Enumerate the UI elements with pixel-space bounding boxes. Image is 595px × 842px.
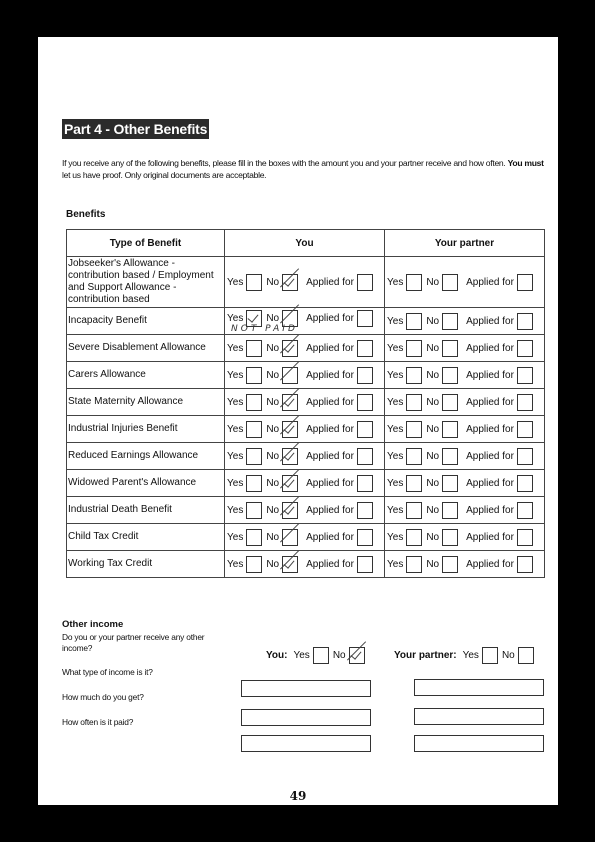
- applied-label: Applied for: [466, 342, 514, 354]
- yes-label: Yes: [227, 276, 244, 288]
- benefits-heading: Benefits: [66, 209, 106, 220]
- partner-no-checkbox[interactable]: [442, 502, 458, 519]
- you-no-checkbox[interactable]: [282, 475, 298, 492]
- you-applied-checkbox[interactable]: [357, 529, 373, 546]
- no-label: No: [266, 504, 280, 516]
- partner-applied-checkbox[interactable]: [517, 502, 533, 519]
- yes-label: Yes: [227, 558, 244, 570]
- table-row: [67, 524, 545, 551]
- partner-no-checkbox[interactable]: [442, 394, 458, 411]
- partner-yes-checkbox[interactable]: [406, 313, 422, 330]
- applied-label: Applied for: [466, 558, 514, 570]
- partner-options: [385, 335, 545, 362]
- yes-label: Yes: [227, 342, 244, 354]
- applied-label: Applied for: [466, 477, 514, 489]
- benefit-type: Carers Allowance: [67, 362, 225, 389]
- partner-options: [385, 416, 545, 443]
- yes-label: Yes: [227, 312, 244, 324]
- you-yes-checkbox[interactable]: [246, 556, 262, 573]
- benefit-type: Working Tax Credit: [67, 551, 225, 578]
- applied-label: Applied for: [466, 531, 514, 543]
- table-row: [67, 335, 545, 362]
- partner-income-amount-field[interactable]: [414, 708, 544, 725]
- partner-applied-checkbox[interactable]: [517, 367, 533, 384]
- no-label: No: [426, 342, 440, 354]
- applied-label: Applied for: [466, 396, 514, 408]
- yes-label: Yes: [227, 477, 244, 489]
- applied-label: Applied for: [306, 531, 354, 543]
- no-label: No: [426, 423, 440, 435]
- you-no-checkbox[interactable]: [282, 367, 298, 384]
- no-label: No: [266, 558, 280, 570]
- other-income-question: Do you or your partner receive any other income?: [62, 632, 205, 653]
- benefit-type: Jobseeker's Allowance - contribution based / Employment and Support Allowance - contribution based: [67, 257, 225, 308]
- partner-applied-checkbox[interactable]: [517, 475, 533, 492]
- partner-applied-checkbox[interactable]: [517, 448, 533, 465]
- partner-income-type-field[interactable]: [414, 679, 544, 696]
- you-applied-checkbox[interactable]: [357, 502, 373, 519]
- yes-label: Yes: [387, 558, 404, 570]
- header-type: Type of Benefit: [67, 230, 225, 257]
- income-often-question: How often is it paid?: [62, 717, 134, 727]
- partner-yes-checkbox[interactable]: [406, 475, 422, 492]
- no-label: No: [426, 558, 440, 570]
- table-row: [67, 551, 545, 578]
- you-applied-checkbox[interactable]: [357, 556, 373, 573]
- no-label: No: [266, 531, 280, 543]
- partner-yes-checkbox[interactable]: [406, 274, 422, 291]
- section-title: Part 4 - Other Benefits: [64, 121, 208, 137]
- applied-label: Applied for: [306, 477, 354, 489]
- you-no-checkbox[interactable]: [282, 529, 298, 546]
- partner-options: [385, 497, 545, 524]
- yes-label: Yes: [227, 369, 244, 381]
- you-income-often-field[interactable]: [241, 735, 371, 752]
- table-row: [67, 416, 545, 443]
- yes-label: Yes: [387, 450, 404, 462]
- you-applied-checkbox[interactable]: [357, 394, 373, 411]
- yes-label: Yes: [387, 396, 404, 408]
- no-label: No: [426, 477, 440, 489]
- no-label: No: [266, 477, 280, 489]
- yes-label: Yes: [462, 650, 479, 661]
- no-label: No: [266, 450, 280, 462]
- page-number: 49: [289, 789, 307, 803]
- partner-yes-checkbox[interactable]: [406, 421, 422, 438]
- you-no-checkbox[interactable]: [282, 421, 298, 438]
- applied-label: Applied for: [306, 312, 354, 324]
- no-label: No: [426, 276, 440, 288]
- no-label: No: [426, 504, 440, 516]
- benefit-type: Industrial Injuries Benefit: [67, 416, 225, 443]
- you-no-checkbox[interactable]: [282, 394, 298, 411]
- you-yes-checkbox[interactable]: [246, 421, 262, 438]
- you-yes-checkbox[interactable]: [246, 475, 262, 492]
- you-options: [225, 362, 385, 389]
- partner-applied-checkbox[interactable]: [517, 529, 533, 546]
- no-label: No: [426, 531, 440, 543]
- applied-label: Applied for: [306, 369, 354, 381]
- table-row: [67, 497, 545, 524]
- partner-options: [385, 443, 545, 470]
- you-options: [225, 497, 385, 524]
- other-income-partner: [394, 647, 538, 664]
- applied-label: Applied for: [466, 315, 514, 327]
- yes-label: Yes: [387, 504, 404, 516]
- partner-options: [385, 470, 545, 497]
- no-label: No: [266, 369, 280, 381]
- partner-yes-checkbox[interactable]: [406, 367, 422, 384]
- you-label: You:: [266, 650, 288, 661]
- yes-label: Yes: [387, 315, 404, 327]
- you-options: [225, 308, 385, 335]
- yes-label: Yes: [227, 423, 244, 435]
- you-no-checkbox[interactable]: [282, 448, 298, 465]
- partner-options: [385, 551, 545, 578]
- you-options: [225, 257, 385, 308]
- partner-no-checkbox[interactable]: [442, 340, 458, 357]
- yes-label: Yes: [227, 531, 244, 543]
- yes-label: Yes: [227, 396, 244, 408]
- table-row: [67, 362, 545, 389]
- partner-no-checkbox[interactable]: [442, 421, 458, 438]
- benefit-type: Incapacity Benefit: [67, 308, 225, 335]
- you-yes-checkbox[interactable]: [246, 394, 262, 411]
- you-income-amount-field[interactable]: [241, 709, 371, 726]
- partner-yes-checkbox[interactable]: [406, 394, 422, 411]
- applied-label: Applied for: [306, 450, 354, 462]
- intro-line1: If you receive any of the following benefits, please fill in the boxes with the amount you and your partner receive and how often.: [62, 158, 506, 168]
- you-no-checkbox[interactable]: [282, 340, 298, 357]
- income-amount-question: How much do you get?: [62, 692, 144, 702]
- partner-no-checkbox[interactable]: [442, 529, 458, 546]
- header-you: You: [225, 230, 385, 257]
- no-label: No: [266, 423, 280, 435]
- applied-label: Applied for: [466, 369, 514, 381]
- yes-label: Yes: [227, 450, 244, 462]
- no-label: No: [266, 276, 280, 288]
- header-partner: Your partner: [385, 230, 545, 257]
- you-options: [225, 551, 385, 578]
- benefit-type: Severe Disablement Allowance: [67, 335, 225, 362]
- partner-options: [385, 362, 545, 389]
- partner-options: [385, 308, 545, 335]
- partner-applied-checkbox[interactable]: [517, 340, 533, 357]
- partner-yes-checkbox[interactable]: [406, 529, 422, 546]
- you-applied-checkbox[interactable]: [357, 367, 373, 384]
- yes-label: Yes: [387, 276, 404, 288]
- partner-applied-checkbox[interactable]: [517, 274, 533, 291]
- partner-no-checkbox[interactable]: [442, 313, 458, 330]
- no-label: No: [266, 342, 280, 354]
- yes-label: Yes: [387, 369, 404, 381]
- benefit-type: Reduced Earnings Allowance: [67, 443, 225, 470]
- partner-options: [385, 389, 545, 416]
- partner-no-checkbox[interactable]: [442, 475, 458, 492]
- no-label: No: [332, 650, 346, 661]
- benefit-type: Widowed Parent's Allowance: [67, 470, 225, 497]
- no-label: No: [426, 396, 440, 408]
- you-yes-checkbox[interactable]: [246, 502, 262, 519]
- table-row: [67, 470, 545, 497]
- you-options: [225, 416, 385, 443]
- you-no-checkbox[interactable]: [282, 556, 298, 573]
- intro-text: [62, 157, 552, 181]
- partner-yes-checkbox[interactable]: [406, 502, 422, 519]
- you-applied-checkbox[interactable]: [357, 340, 373, 357]
- partner-no-checkbox[interactable]: [518, 647, 534, 664]
- applied-label: Applied for: [466, 423, 514, 435]
- yes-label: Yes: [227, 504, 244, 516]
- no-label: No: [426, 450, 440, 462]
- no-label: No: [426, 315, 440, 327]
- partner-applied-checkbox[interactable]: [517, 313, 533, 330]
- benefit-type: State Maternity Allowance: [67, 389, 225, 416]
- yes-label: Yes: [387, 477, 404, 489]
- partner-yes-checkbox[interactable]: [406, 448, 422, 465]
- partner-yes-checkbox[interactable]: [406, 556, 422, 573]
- you-yes-checkbox[interactable]: [313, 647, 329, 664]
- intro-must: You must: [507, 158, 544, 168]
- you-applied-checkbox[interactable]: [357, 448, 373, 465]
- you-options: [225, 443, 385, 470]
- partner-options: [385, 524, 545, 551]
- you-options: [225, 335, 385, 362]
- yes-label: Yes: [293, 650, 310, 661]
- applied-label: Applied for: [466, 450, 514, 462]
- partner-no-checkbox[interactable]: [442, 448, 458, 465]
- partner-no-checkbox[interactable]: [442, 556, 458, 573]
- you-yes-checkbox[interactable]: [246, 367, 262, 384]
- you-options: [225, 470, 385, 497]
- handwritten-note: NOT PAID: [231, 324, 298, 334]
- you-applied-checkbox[interactable]: [357, 274, 373, 291]
- applied-label: Applied for: [466, 276, 514, 288]
- you-applied-checkbox[interactable]: [357, 475, 373, 492]
- income-type-question: What type of income is it?: [62, 667, 153, 677]
- applied-label: Applied for: [306, 396, 354, 408]
- yes-label: Yes: [387, 531, 404, 543]
- partner-yes-checkbox[interactable]: [482, 647, 498, 664]
- you-income-type-field[interactable]: [241, 680, 371, 697]
- you-options: [225, 389, 385, 416]
- partner-yes-checkbox[interactable]: [406, 340, 422, 357]
- partner-applied-checkbox[interactable]: [517, 394, 533, 411]
- yes-label: Yes: [387, 423, 404, 435]
- applied-label: Applied for: [306, 504, 354, 516]
- table-row: [67, 389, 545, 416]
- table-row: [67, 257, 545, 308]
- applied-label: Applied for: [306, 342, 354, 354]
- you-no-checkbox[interactable]: [349, 647, 365, 664]
- you-options: [225, 524, 385, 551]
- partner-options: [385, 257, 545, 308]
- you-applied-checkbox[interactable]: [357, 421, 373, 438]
- benefit-type: Child Tax Credit: [67, 524, 225, 551]
- partner-no-checkbox[interactable]: [442, 367, 458, 384]
- benefit-type: Industrial Death Benefit: [67, 497, 225, 524]
- no-label: No: [266, 312, 280, 324]
- benefits-table: [66, 229, 545, 578]
- you-yes-checkbox[interactable]: [246, 274, 262, 291]
- no-label: No: [266, 396, 280, 408]
- applied-label: Applied for: [306, 423, 354, 435]
- applied-label: Applied for: [306, 276, 354, 288]
- table-row: [67, 443, 545, 470]
- you-applied-checkbox[interactable]: [357, 310, 373, 327]
- partner-no-checkbox[interactable]: [442, 274, 458, 291]
- partner-label: Your partner:: [394, 650, 457, 661]
- no-label: No: [426, 369, 440, 381]
- intro-line2: let us have proof. Only original documents are acceptable.: [62, 170, 267, 180]
- yes-label: Yes: [387, 342, 404, 354]
- you-yes-checkbox[interactable]: [246, 448, 262, 465]
- other-income-you: [266, 647, 369, 664]
- other-income-title: Other income: [62, 619, 124, 630]
- partner-applied-checkbox[interactable]: [517, 421, 533, 438]
- form-page: [38, 37, 558, 805]
- applied-label: Applied for: [306, 558, 354, 570]
- applied-label: Applied for: [466, 504, 514, 516]
- table-row: [67, 308, 545, 335]
- partner-applied-checkbox[interactable]: [517, 556, 533, 573]
- you-yes-checkbox[interactable]: [246, 340, 262, 357]
- no-label: No: [501, 650, 515, 661]
- you-yes-checkbox[interactable]: [246, 529, 262, 546]
- partner-income-often-field[interactable]: [414, 735, 544, 752]
- you-no-checkbox[interactable]: [282, 274, 298, 291]
- you-no-checkbox[interactable]: [282, 502, 298, 519]
